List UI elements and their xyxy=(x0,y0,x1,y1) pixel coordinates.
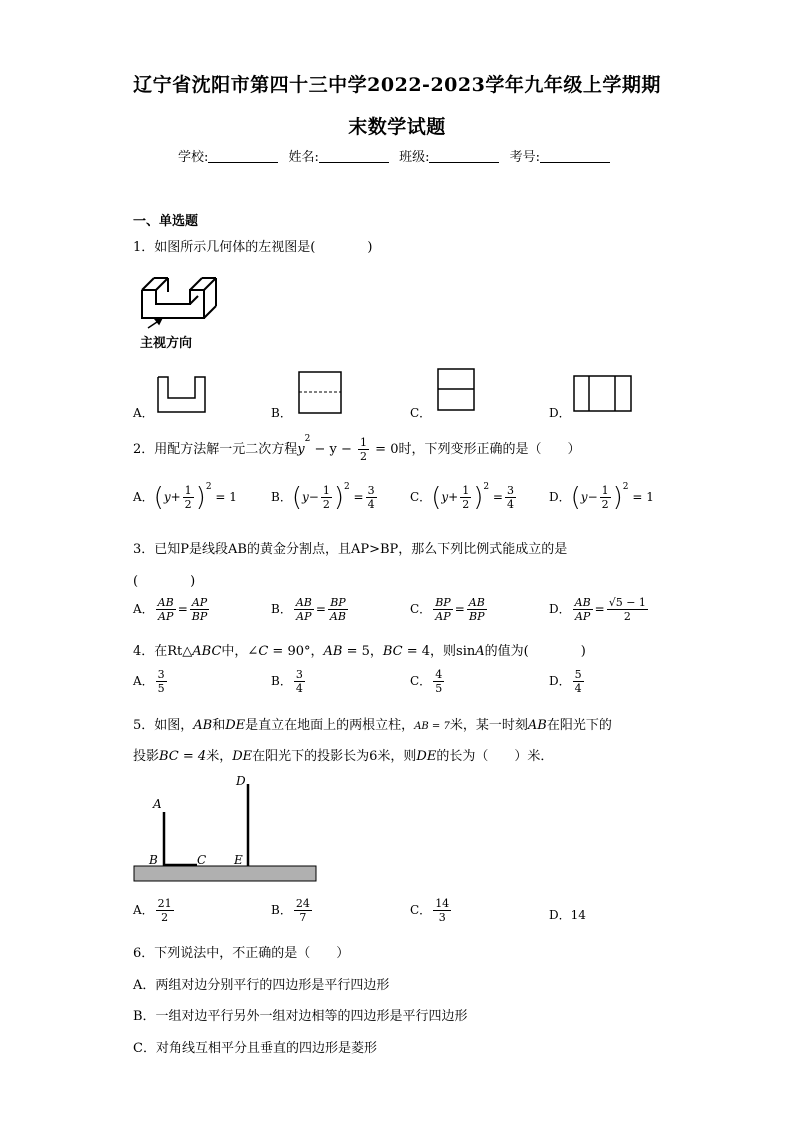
q1-solid-figure xyxy=(138,272,218,332)
q1-option-b-figure xyxy=(298,371,344,415)
q2-b-op: − xyxy=(308,490,319,504)
q5-label-b: B xyxy=(149,853,158,867)
q2-d-den: 2 xyxy=(601,498,609,511)
class-label: 班级: xyxy=(399,150,430,165)
q3-d-d1: AP xyxy=(574,610,591,623)
q4-mid3: = 5， xyxy=(342,644,383,659)
q5-label-e: E xyxy=(234,853,243,867)
q5-label-c: C xyxy=(197,853,207,867)
q4-option-b-label: B． xyxy=(271,674,292,688)
q3-c-n2: AB xyxy=(468,596,485,609)
q5-b-frac xyxy=(294,897,312,924)
q3-option-c[interactable] xyxy=(410,596,489,623)
question-2 xyxy=(133,434,581,463)
q2-b-rnum: 3 xyxy=(367,484,375,497)
q2-eq-frac-num: 1 xyxy=(360,436,368,449)
q5-l2-de2: DE xyxy=(416,749,437,764)
question-6: 6．下列说法中，不正确的是（ ） xyxy=(133,946,350,961)
q3-b-d2: AB xyxy=(329,610,346,623)
q5-option-a-label: A． xyxy=(133,903,154,917)
page-title: 辽宁省沈阳市第四十三中学2022-2023学年九年级上学期期 xyxy=(133,74,661,96)
q2-a-num: 1 xyxy=(184,484,192,497)
q2-post: 时，下列变形正确的是（ ） xyxy=(398,442,581,457)
q4-post: 的值为( ) xyxy=(484,644,586,659)
q5-option-c[interactable] xyxy=(410,897,453,924)
q4-b-den: 4 xyxy=(295,682,303,695)
q5-label-d: D xyxy=(236,774,246,788)
q5-l1-pre: 5．如图， xyxy=(133,718,194,733)
student-info xyxy=(0,146,794,165)
q3-d-eq: = xyxy=(594,602,605,616)
section-heading: 一、单选题 xyxy=(133,214,199,229)
q3-c-n1: BP xyxy=(435,596,451,609)
q3-a-d2: BP xyxy=(191,610,208,623)
q2-d-y: y xyxy=(580,490,588,504)
q3-d-n1: AB xyxy=(574,596,591,609)
q2-c-eq: = xyxy=(492,490,503,504)
q2-option-d[interactable]: D．(y− $\frac{1}{2}$ )$^2$ = 1 xyxy=(549,482,654,513)
number-blank xyxy=(540,150,610,163)
q5-l1-mid: 是直立在地面上的两根立柱， xyxy=(245,718,415,733)
q2-c-rnum: 3 xyxy=(506,484,514,497)
q5-c-frac xyxy=(433,897,451,924)
q3-option-d-label: D． xyxy=(549,602,571,616)
q4-option-b[interactable] xyxy=(271,668,307,695)
q3-b-n2: BP xyxy=(330,596,346,609)
q4-d-num: 5 xyxy=(574,668,582,681)
q4-c-num: 4 xyxy=(435,668,443,681)
q2-eq-y: y xyxy=(297,442,305,457)
q5-c-num: 14 xyxy=(435,897,450,910)
q2-eq-frac xyxy=(358,436,369,463)
q4-mid4: = 4，则sin xyxy=(402,644,476,659)
q2-b-eq: = xyxy=(353,490,364,504)
q1-option-a-label[interactable]: A． xyxy=(133,406,154,420)
q6-option-c[interactable]: C．对角线互相平分且垂直的四边形是菱形 xyxy=(133,1041,377,1056)
q2-c-den: 2 xyxy=(462,498,470,511)
q3-a-d1: AP xyxy=(158,610,174,623)
q6-option-b[interactable]: B．一组对边平行另外一组对边相等的四边形是平行四边形 xyxy=(133,1009,468,1024)
name-label: 姓名: xyxy=(288,150,319,165)
number-label: 考号: xyxy=(509,150,540,165)
q2-option-a[interactable]: A．(y+ $\frac{1}{2}$ )$^2$ = 1 xyxy=(133,482,237,513)
q5-option-b-label: B． xyxy=(271,903,292,917)
q3-b-frac2 xyxy=(328,596,348,623)
q4-pre: 4．在Rt△ xyxy=(133,644,193,659)
q3-option-c-label: C． xyxy=(410,602,432,616)
q2-d-frac xyxy=(600,484,611,511)
q5-l1-and: 和 xyxy=(212,718,226,733)
q4-option-d[interactable] xyxy=(549,668,586,695)
q4-ab: AB xyxy=(323,644,343,659)
q2-a-sq: 2 xyxy=(205,482,212,492)
q2-b-num: 1 xyxy=(322,484,330,497)
q1-option-d-label[interactable]: D． xyxy=(549,406,571,420)
q5-l1-ab: AB xyxy=(193,718,213,733)
q5-option-d[interactable]: D．14 xyxy=(549,908,586,922)
q1-option-c-label[interactable]: C． xyxy=(410,406,432,420)
q4-abc: ABC xyxy=(192,644,222,659)
q4-option-a[interactable] xyxy=(133,668,169,695)
q4-d-frac xyxy=(573,668,584,695)
q2-option-b[interactable]: B．(y− $\frac{1}{2}$ )$^2$ = $\frac{3}{4}$ xyxy=(271,482,375,513)
q3-d-frac2 xyxy=(607,596,648,623)
q2-c-num: 1 xyxy=(462,484,470,497)
q3-d-frac1 xyxy=(573,596,593,623)
q2-option-c[interactable]: C．(y+ $\frac{1}{2}$ )$^2$ = $\frac{3}{4}$ xyxy=(410,482,514,513)
q4-c-den: 5 xyxy=(435,682,443,695)
q4-option-d-label: D． xyxy=(549,674,571,688)
q2-c-y: y xyxy=(441,490,449,504)
q2-a-rhs: = 1 xyxy=(215,490,237,504)
q3-option-a[interactable] xyxy=(133,596,211,623)
q5-l1-de: DE xyxy=(225,718,246,733)
q2-c-rfrac xyxy=(505,484,516,511)
q5-a-frac xyxy=(156,897,174,924)
question-1: 1．如图所示几何体的左视图是( ) xyxy=(133,240,373,255)
q2-d-op: − xyxy=(587,490,598,504)
q2-c-op: + xyxy=(448,490,459,504)
q5-c-den: 3 xyxy=(438,911,446,924)
q5-l1-mid2: 米，某一时刻 xyxy=(449,718,528,733)
class-blank xyxy=(429,150,499,163)
q4-bc: BC xyxy=(382,644,403,659)
question-3: 3．已知P是线段AB的黄金分割点，且AP>BP，那么下列比例式能成立的是 xyxy=(133,542,568,557)
q2-option-c-label: C． xyxy=(410,490,432,504)
q4-mid2: = 90°， xyxy=(268,644,324,659)
q2-option-b-label: B． xyxy=(271,490,292,504)
q5-l1-ab3: AB xyxy=(527,718,547,733)
q4-a-den: 5 xyxy=(157,682,165,695)
q5-b-den: 7 xyxy=(299,911,307,924)
q5-option-a[interactable] xyxy=(133,897,176,924)
name-blank xyxy=(319,150,389,163)
q2-b-rfrac xyxy=(366,484,377,511)
question-3-line2: ( ) xyxy=(133,574,196,589)
q5-label-a: A xyxy=(153,797,162,811)
q3-c-d1: AP xyxy=(435,610,451,623)
q3-b-frac1 xyxy=(294,596,314,623)
q4-mid1: 中，∠ xyxy=(221,644,259,659)
q3-c-frac1 xyxy=(433,596,453,623)
q5-l2-pre: 投影 xyxy=(133,749,160,764)
q5-l2-mid2: 在阳光下的投影长为6米，则 xyxy=(252,749,417,764)
q2-b-sq: 2 xyxy=(343,482,350,492)
q3-a-n2: AP xyxy=(191,596,208,609)
q2-c-sq: 2 xyxy=(483,482,490,492)
q3-a-frac1 xyxy=(156,596,176,623)
q3-c-eq: = xyxy=(454,602,465,616)
q3-option-a-label: A． xyxy=(133,602,154,616)
q3-option-b[interactable] xyxy=(271,596,350,623)
q3-c-d2: BP xyxy=(469,610,485,623)
q5-b-num: 24 xyxy=(295,897,310,910)
q4-c-frac xyxy=(433,668,444,695)
q2-eq-frac-den: 2 xyxy=(360,450,368,463)
q4-d-den: 4 xyxy=(574,682,582,695)
q2-a-op: + xyxy=(170,490,181,504)
q2-c-rden: 4 xyxy=(506,498,514,511)
q3-b-d1: AP xyxy=(296,610,312,623)
q4-a-frac xyxy=(156,668,167,695)
q2-d-num: 1 xyxy=(601,484,609,497)
q4-c: C xyxy=(258,644,269,659)
q2-c-frac xyxy=(460,484,471,511)
q2-b-den: 2 xyxy=(322,498,330,511)
q2-a-y: y xyxy=(163,490,171,504)
q2-b-rden: 4 xyxy=(367,498,375,511)
q5-l2-bc: BC = 4 xyxy=(159,749,207,764)
q2-a-den: 2 xyxy=(184,498,192,511)
q3-b-n1: AB xyxy=(295,596,312,609)
q4-b-frac xyxy=(294,668,305,695)
q4-b-num: 3 xyxy=(295,668,303,681)
page-title-line2: 末数学试题 xyxy=(348,116,446,138)
q2-eq-minus: − y − xyxy=(310,442,357,457)
q5-a-num: 21 xyxy=(157,897,172,910)
q1-option-c-figure xyxy=(437,368,477,412)
question-5-line2 xyxy=(133,745,553,764)
q6-option-a[interactable]: A．两组对边分别平行的四边形是平行四边形 xyxy=(133,978,390,993)
q2-d-rhs: = 1 xyxy=(632,490,654,504)
q4-a-var: A xyxy=(475,644,485,659)
school-label: 学校: xyxy=(178,150,209,165)
q2-option-a-label: A． xyxy=(133,490,154,504)
q5-diagram xyxy=(133,772,319,884)
q3-a-eq: = xyxy=(177,602,188,616)
q5-l2-post: 的长为（ ）米． xyxy=(436,749,554,764)
q2-b-y: y xyxy=(301,490,309,504)
q3-a-n1: AB xyxy=(157,596,174,609)
q3-option-b-label: B． xyxy=(271,602,292,616)
q2-b-frac xyxy=(321,484,332,511)
q3-c-frac2 xyxy=(467,596,487,623)
q2-a-frac xyxy=(183,484,194,511)
q4-option-c-label: C． xyxy=(410,674,432,688)
q1-option-d-figure xyxy=(573,375,633,413)
question-5 xyxy=(133,714,612,733)
q2-option-d-label: D． xyxy=(549,490,571,504)
q5-l1-ab2: AB = 7 xyxy=(414,721,450,732)
question-4 xyxy=(133,640,586,659)
q5-l2-mid: 米， xyxy=(206,749,233,764)
q2-eq-sq: 2 xyxy=(304,434,311,444)
q2-eq-zero: = 0 xyxy=(371,442,399,457)
q2-pre: 2．用配方法解一元二次方程 xyxy=(133,442,298,457)
q5-l2-de: DE xyxy=(232,749,253,764)
q4-option-a-label: A． xyxy=(133,674,154,688)
q4-a-num: 3 xyxy=(157,668,165,681)
q5-option-c-label: C． xyxy=(410,903,432,917)
q3-a-frac2 xyxy=(190,596,210,623)
q3-b-eq: = xyxy=(315,602,326,616)
q1-option-b-label[interactable]: B． xyxy=(271,406,292,420)
q5-a-den: 2 xyxy=(161,911,169,924)
q3-d-d2: 2 xyxy=(623,610,631,623)
q5-l1-post: 在阳光下的 xyxy=(546,718,612,733)
school-blank xyxy=(208,150,278,163)
q1-option-a-figure xyxy=(157,376,207,414)
q1-caption: 主视方向 xyxy=(140,336,193,351)
q2-d-sq: 2 xyxy=(622,482,629,492)
q3-d-n2: √5 − 1 xyxy=(608,596,646,609)
q5-option-b[interactable] xyxy=(271,897,314,924)
q3-option-d[interactable] xyxy=(549,596,650,623)
q4-option-c[interactable] xyxy=(410,668,446,695)
